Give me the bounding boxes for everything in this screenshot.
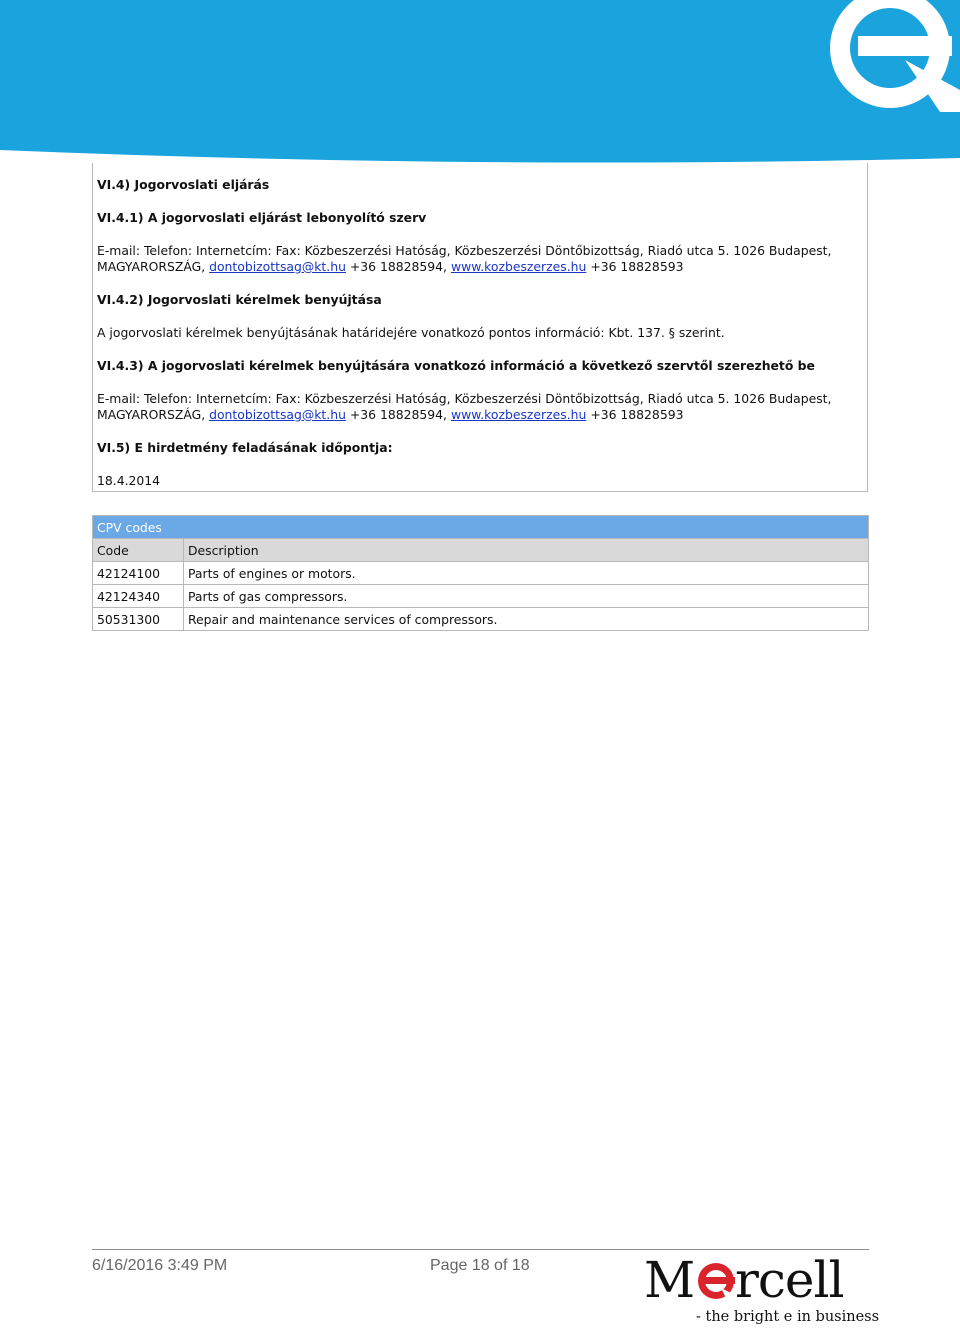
cpv-description: Parts of gas compressors.	[184, 585, 869, 608]
web-link[interactable]: www.kozbeszerzes.hu	[450, 407, 587, 422]
remedy-body-heading: VI.4.1) A jogorvoslati eljárást lebonyolító szerv	[97, 210, 427, 225]
fax-text: +36 18828593	[590, 407, 684, 422]
table-row	[93, 562, 869, 585]
logo-letter-m: M	[644, 1251, 696, 1309]
email-link[interactable]: dontobizottsag@kt.hu	[209, 407, 346, 422]
country-text: MAGYARORSZÁG,	[97, 407, 206, 422]
email-link[interactable]: dontobizottsag@kt.hu	[209, 259, 346, 274]
fax-text: +36 18828593	[590, 259, 684, 274]
remedy-info-address: E-mail: Telefon: Internetcím: Fax: Közbeszerzési Hatóság, Közbeszerzési Döntőbizottság, Riadó utca 5. 1026 Budapest,	[97, 391, 832, 406]
footer-page-number: Page 18 of 18	[430, 1257, 530, 1274]
remedy-info-heading: VI.4.3) A jogorvoslati kérelmek benyújtására vonatkozó információ a következő szervtől szerezhető be	[97, 358, 815, 373]
footer-date: 6/16/2016 3:49 PM	[92, 1257, 228, 1274]
remedy-submission-heading: VI.4.2) Jogorvoslati kérelmek benyújtása	[97, 292, 382, 307]
table-row	[93, 585, 869, 608]
phone-text: +36 18828594,	[349, 259, 447, 274]
country-text: MAGYARORSZÁG,	[97, 259, 206, 274]
marcell-logo-icon	[644, 1251, 880, 1328]
logo-tagline: - the bright e in business	[696, 1309, 880, 1325]
column-header-code: Code	[93, 539, 184, 562]
web-link[interactable]: www.kozbeszerzes.hu	[450, 259, 587, 274]
banner-graphic	[0, 0, 960, 170]
column-header-description: Description	[184, 539, 869, 562]
remedy-body-contacts	[97, 259, 683, 275]
dispatch-date-heading: VI.5) E hirdetmény feladásának időpontja:	[97, 440, 393, 455]
table-row	[93, 608, 869, 631]
cpv-code: 42124100	[93, 562, 184, 585]
cpv-title: CPV codes	[93, 516, 869, 539]
logo-e-icon	[697, 1262, 735, 1300]
cpv-description: Repair and maintenance services of compressors.	[184, 608, 869, 631]
dispatch-date: 18.4.2014	[97, 473, 161, 488]
section-heading: VI.4) Jogorvoslati eljárás	[97, 177, 270, 192]
cpv-header-row	[93, 539, 869, 562]
cpv-code: 42124340	[93, 585, 184, 608]
cpv-description: Parts of engines or motors.	[184, 562, 869, 585]
remedy-section	[92, 163, 868, 492]
remedy-submission-text: A jogorvoslati kérelmek benyújtásának határidejére vonatkozó pontos információ: Kbt. 137. § szerint.	[97, 325, 725, 340]
cpv-title-row	[93, 516, 869, 539]
footer-divider	[92, 1249, 869, 1250]
remedy-info-contacts	[97, 407, 683, 423]
cpv-codes-table	[92, 515, 869, 631]
remedy-body-address: E-mail: Telefon: Internetcím: Fax: Közbeszerzési Hatóság, Közbeszerzési Döntőbizottság, Riadó utca 5. 1026 Budapest,	[97, 243, 832, 258]
phone-text: +36 18828594,	[349, 407, 447, 422]
cpv-code: 50531300	[93, 608, 184, 631]
header-banner	[0, 0, 960, 170]
logo-letters-rcell: rcell	[735, 1251, 844, 1309]
